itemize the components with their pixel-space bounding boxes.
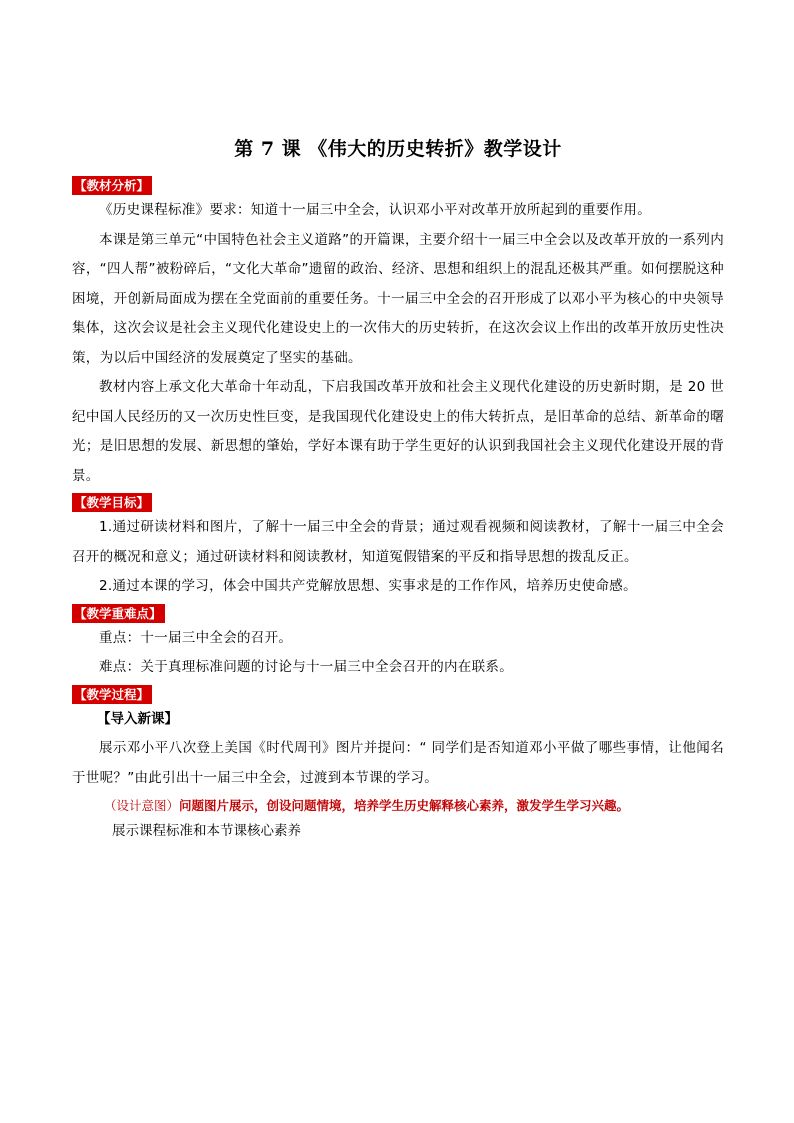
section-tag-key-points: 【教学重难点】 — [72, 604, 165, 623]
goals-paragraph-1: 1.通过研读材料和图片，了解十一届三中全会的背景；通过观看视频和阅读教材，了解十一届三中全会召开的概况和意义；通过研读材料和阅读教材，知道冤假错案的平反和指导思想的拨乱反正。 — [72, 519, 724, 565]
section-tag-goals: 【教学目标】 — [72, 493, 152, 512]
subheading-intro: 【导入新课】 — [97, 710, 178, 727]
section-tag-analysis: 【教材分析】 — [72, 176, 152, 195]
section-tag-process: 【教学过程】 — [72, 685, 152, 704]
design-intent — [104, 793, 724, 819]
page-title: 第 7 课 《伟大的历史转折》教学设计 — [234, 138, 562, 160]
design-intent-text: 问题图片展示，创设问题情境，培养学生历史解释核心素养，激发学生学习兴趣。 — [179, 798, 630, 813]
section-goals — [72, 491, 724, 602]
section-analysis — [72, 174, 724, 491]
analysis-paragraph-1: 《历史课程标准》要求：知道十一届三中全会，认识邓小平对改革开放所起到的重要作用。 — [99, 202, 651, 218]
analysis-paragraph-3: 教材内容上承文化大革命十年动乱，下启我国改革开放和社会主义现代化建设的历史新时期，是 20 世纪中国人民经历的又一次历史性巨变，是我国现代化建设史上的伟大转折点，是旧革命的总结、新革命的曙光；是旧思想的发展、新思想的肇始，学好本课有助于学生更好的认识到我国社会主义现代化建设开展的背景。 — [72, 379, 724, 484]
process-last-line: 展示课程标准和本节课核心素养 — [112, 823, 301, 839]
design-intent-prefix: （设计意图） — [104, 798, 180, 813]
process-paragraph-1: 展示邓小平八次登上美国《时代周刊》图片并提问：“ 同学们是否知道邓小平做了哪些事情，让他闻名于世呢？”由此引出十一届三中全会，过渡到本节课的学习。 — [72, 740, 724, 786]
document-page — [72, 136, 724, 843]
goals-paragraph-2: 2.通过本课的学习，体会中国共产党解放思想、实事求是的工作作风，培养历史使命感。 — [99, 578, 637, 594]
section-key-points — [72, 602, 724, 683]
analysis-paragraph-2: 本课是第三单元“中国特色社会主义道路”的开篇课，主要介绍十一届三中全会以及改革开放的一系列内容，“四人帮”被粉碎后，“文化大革命”遗留的政治、经济、思想和组织上的混乱还极其严重。如何摆脱这种困境，开创新局面成为摆在全党面前的重要任务。十一届三中全会的召开形成了以邓小平为核心的中央领导集体，这次会议是社会主义现代化建设史上的一次伟大的历史转折，在这次会议上作出的改革开放历史性决策，为以后中国经济的发展奠定了坚实的基础。 — [72, 231, 724, 366]
difficult-point: 难点：关于真理标准问题的讨论与十一届三中全会召开的内在联系。 — [99, 659, 513, 675]
key-point: 重点：十一届三中全会的召开。 — [99, 629, 293, 646]
section-process — [72, 683, 724, 844]
